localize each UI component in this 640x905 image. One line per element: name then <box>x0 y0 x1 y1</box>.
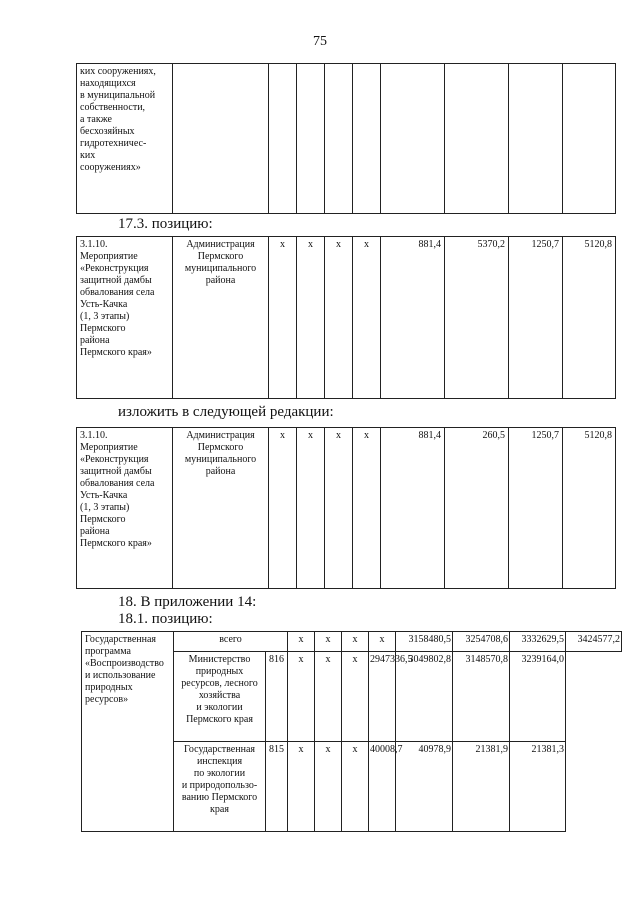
value-cell: 260,5 <box>445 428 509 589</box>
code-cell: х <box>353 428 381 589</box>
table-cell <box>173 64 269 214</box>
section-heading: 17.3. позицию: <box>118 216 213 232</box>
code-cell: х <box>288 652 315 742</box>
code-cell: х <box>342 632 369 652</box>
code-cell: х <box>269 428 297 589</box>
code-cell: х <box>288 632 315 652</box>
value-cell: 3148570,8 <box>453 652 510 742</box>
value-cell: 3332629,5 <box>510 632 566 652</box>
table-cell <box>509 64 563 214</box>
executor-cell: всего <box>174 632 288 652</box>
code-cell: х <box>325 237 353 399</box>
value-cell: 2947336,5 <box>369 652 396 742</box>
value-cell: 3239164,0 <box>510 652 566 742</box>
table-program <box>81 631 622 832</box>
code-cell: х <box>315 652 342 742</box>
table-cell <box>325 64 353 214</box>
value-cell: 5120,8 <box>563 428 616 589</box>
section-heading: 18.1. позицию: <box>118 611 213 627</box>
budget-code-cell: 816 <box>266 652 288 742</box>
code-cell: х <box>369 632 396 652</box>
value-cell: 3049802,8 <box>396 652 453 742</box>
code-cell: х <box>342 652 369 742</box>
page-number: 75 <box>313 34 327 49</box>
table-new-position <box>76 427 616 589</box>
code-cell: х <box>288 742 315 832</box>
table-cell <box>563 64 616 214</box>
table-top-name-cell: ких сооружениях, находящихся в муниципальной собственности, а также бесхозяйных гидротехничес- ких сооружениях» <box>77 64 173 214</box>
section-heading: 18. В приложении 14: <box>118 594 257 610</box>
measure-name-cell: 3.1.10. Мероприятие «Реконструкция защитной дамбы обвалования села Усть-Качка (1, 3 этапы) Пермского района Пермского края» <box>77 237 173 399</box>
code-cell: х <box>315 632 342 652</box>
value-cell: 5370,2 <box>445 237 509 399</box>
value-cell: 881,4 <box>381 428 445 589</box>
value-cell: 5120,8 <box>563 237 616 399</box>
code-cell: х <box>297 428 325 589</box>
program-name-cell: Государственная программа «Воспроизводство и использование природных ресурсов» <box>82 632 174 832</box>
measure-name-cell: 3.1.10. Мероприятие «Реконструкция защитной дамбы обвалования села Усть-Качка (1, 3 этапы) Пермского района Пермского края» <box>77 428 173 589</box>
value-cell: 40008,7 <box>369 742 396 832</box>
table-top <box>76 63 616 214</box>
section-heading: изложить в следующей редакции: <box>118 404 334 420</box>
table-cell <box>353 64 381 214</box>
table-cell <box>297 64 325 214</box>
value-cell: 1250,7 <box>509 237 563 399</box>
table-cell <box>445 64 509 214</box>
executor-cell: Министерство природных ресурсов, лесного хозяйства и экологии Пермского края <box>174 652 266 742</box>
executor-cell: Администрация Пермского муниципального района <box>173 428 269 589</box>
value-cell: 21381,9 <box>453 742 510 832</box>
table-cell <box>381 64 445 214</box>
code-cell: х <box>297 237 325 399</box>
executor-cell: Государственная инспекция по экологии и природопользо- ванию Пермского края <box>174 742 266 832</box>
code-cell: х <box>342 742 369 832</box>
code-cell: х <box>353 237 381 399</box>
value-cell: 3254708,6 <box>453 632 510 652</box>
value-cell: 40978,9 <box>396 742 453 832</box>
executor-cell: Администрация Пермского муниципального района <box>173 237 269 399</box>
value-cell: 21381,3 <box>510 742 566 832</box>
table-cell <box>269 64 297 214</box>
budget-code-cell: 815 <box>266 742 288 832</box>
value-cell: 3158480,5 <box>396 632 453 652</box>
code-cell: х <box>325 428 353 589</box>
code-cell: х <box>315 742 342 832</box>
code-cell: х <box>269 237 297 399</box>
table-old-position <box>76 236 616 399</box>
value-cell: 881,4 <box>381 237 445 399</box>
value-cell: 1250,7 <box>509 428 563 589</box>
value-cell: 3424577,2 <box>566 632 622 652</box>
